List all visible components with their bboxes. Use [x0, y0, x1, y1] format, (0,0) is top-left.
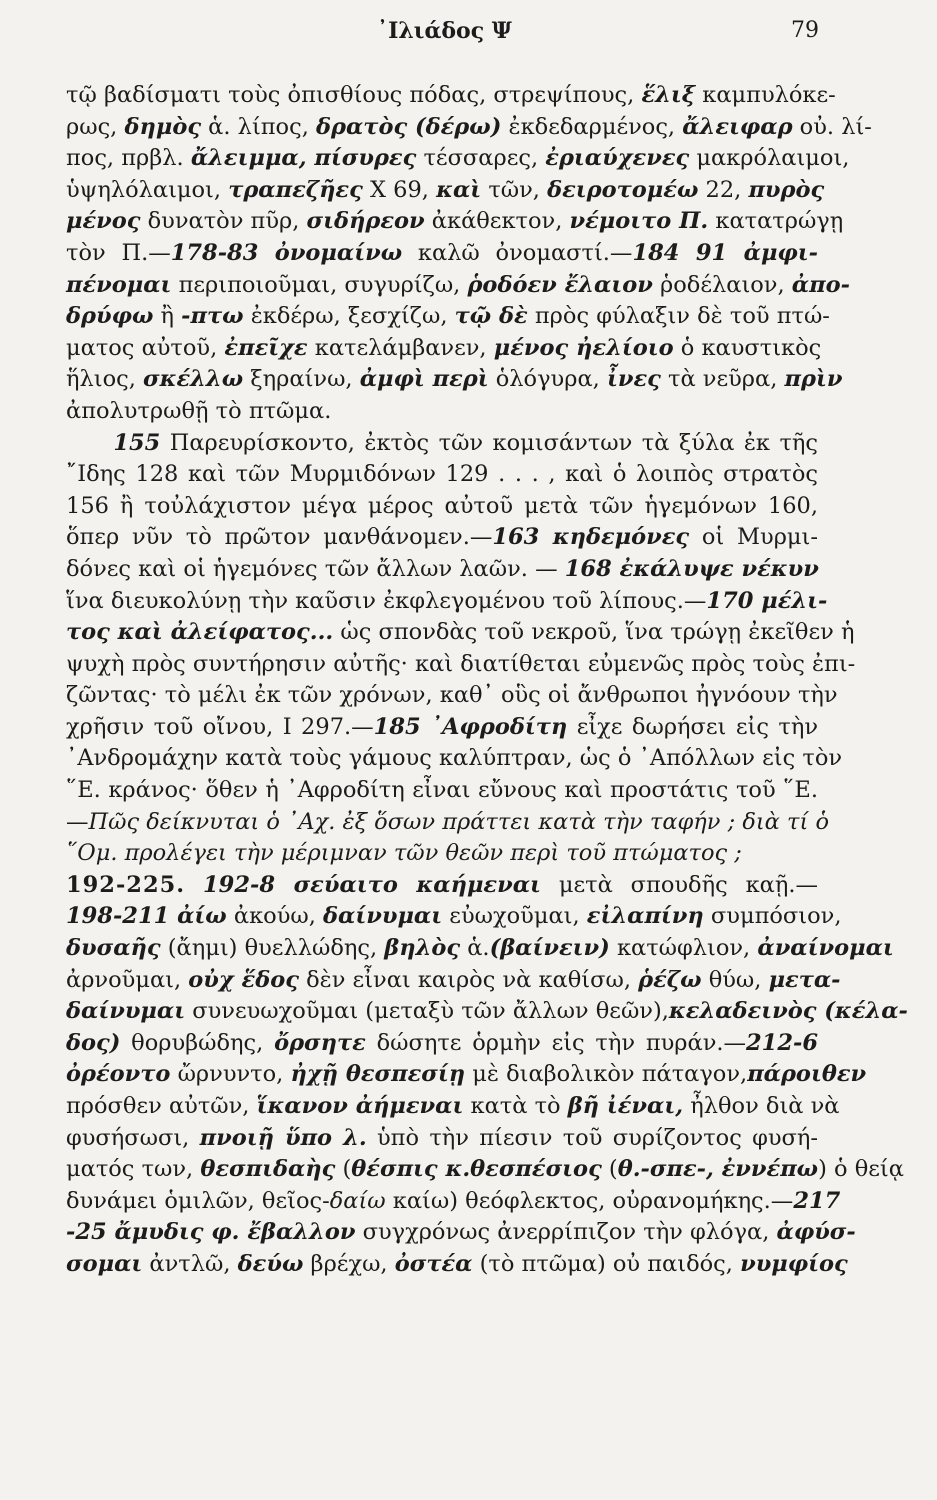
text-run: ὡς σπονδὰς τοῦ νεκροῦ, ἵνα τρώγῃ ἐκεῖθεν ἡ — [333, 619, 855, 646]
text-run: ὁλόγυρα, — [488, 366, 607, 393]
page-header — [70, 14, 819, 50]
emphasis-term: οὐχ ἕδος — [188, 966, 299, 993]
emphasis-term: πάροιθεν — [747, 1061, 867, 1088]
text-run: 22, — [698, 176, 749, 203]
text-run: ἀπολυτρωθῇ τὸ πτῶμα. — [66, 397, 332, 424]
text-run: περιποιοῦμαι, συγυρίζω, — [171, 271, 468, 298]
emphasis-term: -25 ἄμυδις φ. ἔβαλλον — [66, 1219, 356, 1246]
text-run: καλῶ ὀνομαστί.— — [402, 239, 633, 266]
text-run: τῶν, — [481, 176, 548, 203]
text-line — [66, 870, 818, 902]
emphasis-term: ἀφύσ- — [776, 1219, 856, 1246]
text-run: ὑπὸ τὴν πίεσιν τοῦ συρίζοντος φυσή- — [366, 1124, 818, 1151]
text-run: ἐκδέρω, ξεσχίζω, — [243, 303, 455, 330]
emphasis-term: δυσαῆς — [66, 935, 161, 962]
emphasis-term: μένος — [66, 208, 141, 235]
text-run — [185, 872, 203, 898]
emphasis-term: 217 — [793, 1187, 841, 1214]
emphasis-term: Πῶς δείκνυται ὁ ᾿Αχ. ἐξ ὅσων πράττει κατὰ τὴν ταφήν ; διὰ τί ὁ — [88, 808, 830, 835]
text-line — [66, 238, 818, 270]
emphasis-term: ἀπο- — [791, 271, 850, 298]
text-line — [66, 428, 818, 460]
text-line — [66, 364, 843, 396]
text-run: οὐ. λί- — [792, 113, 872, 140]
text-run: κατελάμβανεν, — [307, 334, 494, 361]
text-run: ἀρνοῦμαι, — [66, 966, 189, 993]
text-line — [66, 901, 842, 933]
text-run: χρῆσιν τοῦ οἴνου, Ι 297.— — [66, 713, 374, 740]
emphasis-term: ῥέζω — [638, 966, 702, 993]
text-run: ἀκούω, — [226, 903, 324, 930]
text-run: (τὸ πτῶμα) οὐ παιδός, — [472, 1250, 741, 1277]
text-line — [66, 775, 818, 807]
text-line — [66, 617, 855, 649]
text-run: ἢ — [153, 303, 182, 330]
text-run: συνευωχοῦμαι (μεταξὺ τῶν ἄλλων θεῶν), — [185, 998, 669, 1025]
text-run: ᾿Ανδρομάχην κατὰ τοὺς γάμους καλύπτραν, ὡς ὁ ᾿Απόλλων εἰς τὸν — [66, 745, 843, 772]
emphasis-term: 212-6 — [746, 1029, 818, 1056]
emphasis-term: 185 ᾿Αφροδίτη — [373, 713, 568, 740]
text-run: ὅπερ νῦν τὸ πρῶτον μανθάνομεν.— — [66, 524, 493, 551]
text-run: εὐωχοῦμαι, — [442, 903, 587, 930]
emphasis-term: δαίω — [329, 1187, 386, 1214]
text-run: ( — [601, 1156, 618, 1183]
emphasis-term: 198-211 ἀίω — [66, 903, 227, 930]
emphasis-term: δρατὸς (δέρω) — [316, 113, 502, 140]
text-run: Παρευρίσκοντο, ἐκτὸς τῶν κομισάντων τὰ ξύλα ἐκ τῆς — [160, 429, 818, 456]
text-line — [66, 1186, 841, 1218]
emphasis-term: ἄλειμμα, πίσυρες — [190, 145, 417, 172]
emphasis-term: δαίνυμαι — [323, 903, 443, 930]
text-run: καίω) θεόφλεκτος, οὐρανομήκης.— — [385, 1187, 794, 1214]
text-line — [66, 1123, 818, 1155]
emphasis-term: ὄρσητε — [274, 1029, 366, 1056]
text-run: κατὰ τὸ — [463, 1093, 568, 1119]
running-title: ᾿Ιλιάδος Ψ — [377, 18, 512, 44]
emphasis-term: -πτω — [181, 303, 244, 330]
text-line — [66, 743, 843, 775]
text-line — [66, 1217, 856, 1249]
text-line — [66, 333, 822, 365]
text-run: (ἄημι) θυελλώδης, — [160, 935, 385, 962]
text-run: 156 ἢ τοὐλάχιστον μέγα μέρος αὐτοῦ μετὰ τῶν ἡγεμόνων 160, — [66, 492, 818, 519]
text-line — [66, 459, 818, 491]
text-run: φυσήσωσι, — [66, 1124, 200, 1151]
text-run: μακρόλαιμοι, — [689, 145, 850, 172]
text-run: — — [66, 808, 89, 835]
text-run: πρὸς φύλαξιν δὲ τοῦ πτώ- — [527, 303, 830, 330]
commentary-text — [66, 80, 908, 1281]
emphasis-term: δος) — [66, 1029, 121, 1056]
text-line — [66, 396, 818, 428]
emphasis-term: 184 91 ἀμφι- — [632, 239, 818, 266]
emphasis-term: ἀμφὶ περὶ — [359, 366, 489, 393]
emphasis-term: μετα- — [768, 966, 841, 993]
emphasis-term: ἄλειφαρ — [682, 113, 793, 140]
text-line — [66, 554, 818, 586]
text-line — [66, 80, 836, 112]
emphasis-term: 163 κηδεμόνες — [492, 524, 690, 551]
emphasis-term: 168 ἐκάλυψε νέκυν — [564, 555, 819, 582]
text-line — [66, 712, 818, 744]
emphasis-term: πνοιῇ ὕπο λ. — [199, 1124, 367, 1151]
text-line — [66, 143, 850, 175]
text-run: Χ 69, — [362, 176, 437, 203]
text-line — [66, 1154, 904, 1186]
emphasis-term: τραπεζῆες — [228, 176, 363, 203]
text-run: εἶχε δωρήσει εἰς τὴν — [567, 713, 818, 740]
text-run: ἁ. — [460, 935, 490, 962]
text-run: τέσσαρες, — [416, 145, 546, 172]
text-run: ρως, — [66, 113, 125, 140]
emphasis-term: κελαδεινὸς (κέλα- — [668, 998, 908, 1025]
text-run: θύω, — [701, 966, 769, 993]
text-line — [66, 1091, 840, 1123]
text-run: δὲν εἶναι καιρὸς νὰ καθίσω, — [298, 966, 639, 993]
emphasis-term: ὀστέα — [394, 1250, 473, 1277]
text-line — [66, 1249, 848, 1281]
emphasis-term: 170 μέλι- — [706, 587, 828, 614]
emphasis-term: σιδήρεον — [306, 208, 425, 235]
text-line — [66, 586, 828, 618]
emphasis-term: θεσπιδαὴς — [200, 1156, 336, 1183]
emphasis-term: νυμφίος — [740, 1250, 848, 1277]
emphasis-term: δημὸς — [124, 113, 202, 140]
emphasis-term: βῆ ἰέναι, — [567, 1093, 684, 1119]
emphasis-term: θέσπις κ.θεσπέσιος — [351, 1156, 602, 1183]
text-run: ἀκάθεκτον, — [424, 208, 570, 235]
text-run: ῥοδέλαιον, — [652, 271, 792, 298]
text-run: μὲ διαβολικὸν πάταγον, — [465, 1061, 748, 1088]
emphasis-term: πυρὸς — [748, 176, 825, 203]
text-run: συγχρόνως ἀνερρίπιζον τὴν φλόγα, — [355, 1219, 777, 1246]
emphasis-term: πρὶν — [784, 366, 843, 393]
text-run: δυνάμει ὁμιλῶν, θεῖος- — [66, 1187, 330, 1214]
text-run: ζῶντας· τὸ μέλι ἐκ τῶν χρόνων, καθ᾿ οὓς οἱ ἄνθρωποι ἠγνόουν τὴν — [66, 682, 838, 709]
emphasis-term: 155 — [113, 429, 161, 456]
emphasis-term: δειροτομέω — [547, 176, 699, 203]
text-run: ὁ καυστικὸς — [673, 334, 822, 361]
emphasis-term: θ.-σπε-, ἐννέπω — [617, 1156, 819, 1183]
text-run: ἀντλῶ, — [142, 1250, 238, 1277]
text-line — [66, 301, 830, 333]
emphasis-term: βηλὸς — [384, 935, 461, 962]
emphasis-term: καὶ — [436, 176, 482, 203]
emphasis-term: ἐριαύχενες — [545, 145, 690, 172]
emphasis-term: δρύφω — [66, 303, 154, 330]
text-run: τῷ βαδίσματι τοὺς ὀπισθίους πόδας, στρεψίπους, — [66, 82, 642, 108]
emphasis-term: πένομαι — [66, 271, 172, 298]
emphasis-term: εἰλαπίνη — [586, 903, 704, 930]
text-run: δόνες καὶ οἱ ἡγεμόνες τῶν ἄλλων λαῶν. — — [66, 555, 565, 582]
text-run: ὑψηλόλαιμοι, — [66, 176, 229, 203]
emphasis-term: ῥοδόεν ἔλαιον — [467, 271, 653, 298]
text-line — [66, 112, 872, 144]
emphasis-term: ῞Ομ. προλέγει τὴν μέριμναν τῶν θεῶν περὶ τοῦ πτώματος ; — [66, 840, 742, 867]
text-run: βρέχω, — [303, 1250, 395, 1277]
text-run: δώσητε ὁρμὴν εἰς τὴν πυράν.— — [365, 1029, 747, 1056]
text-line — [66, 1028, 818, 1060]
text-line — [66, 1059, 867, 1091]
text-run: καμπυλόκε- — [695, 82, 836, 108]
text-run: οἱ Μυρμι- — [689, 524, 818, 551]
text-run: ῞Ε. κράνος· ὅθεν ἡ ᾿Αφροδίτη εἶναι εὔνους καὶ προστάτις τοῦ ῞Ε. — [66, 777, 818, 804]
text-run: ἥλιος, — [66, 366, 144, 393]
text-line — [66, 933, 894, 965]
text-run: ) ὁ θείᾳ — [818, 1156, 904, 1183]
text-run: ἐκδεδαρμένος, — [501, 113, 683, 140]
text-run: θορυβώδης, — [120, 1029, 275, 1056]
emphasis-term: μένος ἠελίοιο — [493, 334, 674, 361]
emphasis-term: νέμοιτο Π. — [569, 208, 709, 235]
emphasis-term: 192-225. — [66, 871, 186, 898]
emphasis-term: ὀρέοντο — [66, 1061, 171, 1088]
text-run: κατώφλιον, — [609, 935, 758, 962]
text-line — [66, 522, 818, 554]
text-line — [66, 965, 841, 997]
text-line — [66, 491, 818, 523]
text-run: τὰ νεῦρα, — [660, 366, 785, 393]
emphasis-term: ἵκανον ἀήμεναι — [256, 1093, 464, 1119]
text-line — [66, 996, 908, 1028]
text-run: ἵνα διευκολύνῃ τὴν καῦσιν ἐκφλεγομένου τοῦ λίπους.— — [66, 587, 707, 614]
text-run — [66, 430, 113, 456]
text-run: ἦλθον διὰ νὰ — [683, 1093, 840, 1119]
emphasis-term: τῷ δὲ — [454, 303, 528, 330]
text-run: ἁ. λίπος, — [201, 113, 317, 140]
text-run: μετὰ σπουδῆς καῇ.— — [540, 871, 818, 898]
emphasis-term: ἶνες — [606, 366, 661, 393]
text-line — [66, 649, 856, 681]
text-run: ὤρνυντο, — [170, 1061, 291, 1088]
emphasis-term: ἠχῇ θεσπεσίῃ — [290, 1061, 466, 1088]
text-line — [66, 175, 825, 207]
text-run: πος, πρβλ. — [66, 145, 191, 172]
emphasis-term: (βαίνειν) — [489, 935, 610, 962]
text-run: ψυχὴ πρὸς συντήρησιν αὐτῆς· καὶ διατίθεται εὐμενῶς πρὸς τοὺς ἐπι- — [66, 650, 856, 677]
emphasis-term: ἕλιξ — [641, 82, 696, 108]
emphasis-term: δαίνυμαι — [66, 998, 186, 1025]
text-run: ῎Ιδης 128 καὶ τῶν Μυρμιδόνων 129 . . . , καὶ ὁ λοιπὸς στρατὸς — [66, 461, 818, 488]
text-run: ματος αὐτοῦ, — [66, 334, 225, 361]
emphasis-term: ἐπεῖχε — [224, 334, 308, 361]
text-run: ξηραίνω, — [243, 366, 360, 393]
text-line — [66, 680, 838, 712]
text-run: πρόσθεν αὐτῶν, — [66, 1093, 257, 1119]
text-run: ματός των, — [66, 1156, 201, 1183]
text-run: συμπόσιον, — [703, 903, 842, 930]
text-line — [66, 270, 850, 302]
text-run: κατατρώγῃ — [708, 208, 844, 235]
emphasis-term: 192-8 σεύαιτο καήμεναι — [203, 871, 541, 898]
text-run: τὸν Π.— — [66, 239, 171, 266]
emphasis-term: σκέλλω — [143, 366, 244, 393]
text-line — [66, 838, 818, 870]
text-run: ( — [335, 1156, 352, 1183]
page-number: 79 — [791, 18, 819, 43]
emphasis-term: τος καὶ ἀλείφατος... — [66, 619, 334, 646]
emphasis-term: 178-83 ὀνομαίνω — [170, 239, 403, 266]
emphasis-term: ἀναίνομαι — [757, 935, 894, 962]
emphasis-term: σομαι — [66, 1250, 143, 1277]
emphasis-term: δεύω — [237, 1250, 304, 1277]
text-line — [66, 206, 844, 238]
text-run: δυνατὸν πῦρ, — [140, 208, 307, 235]
text-line — [66, 807, 830, 839]
